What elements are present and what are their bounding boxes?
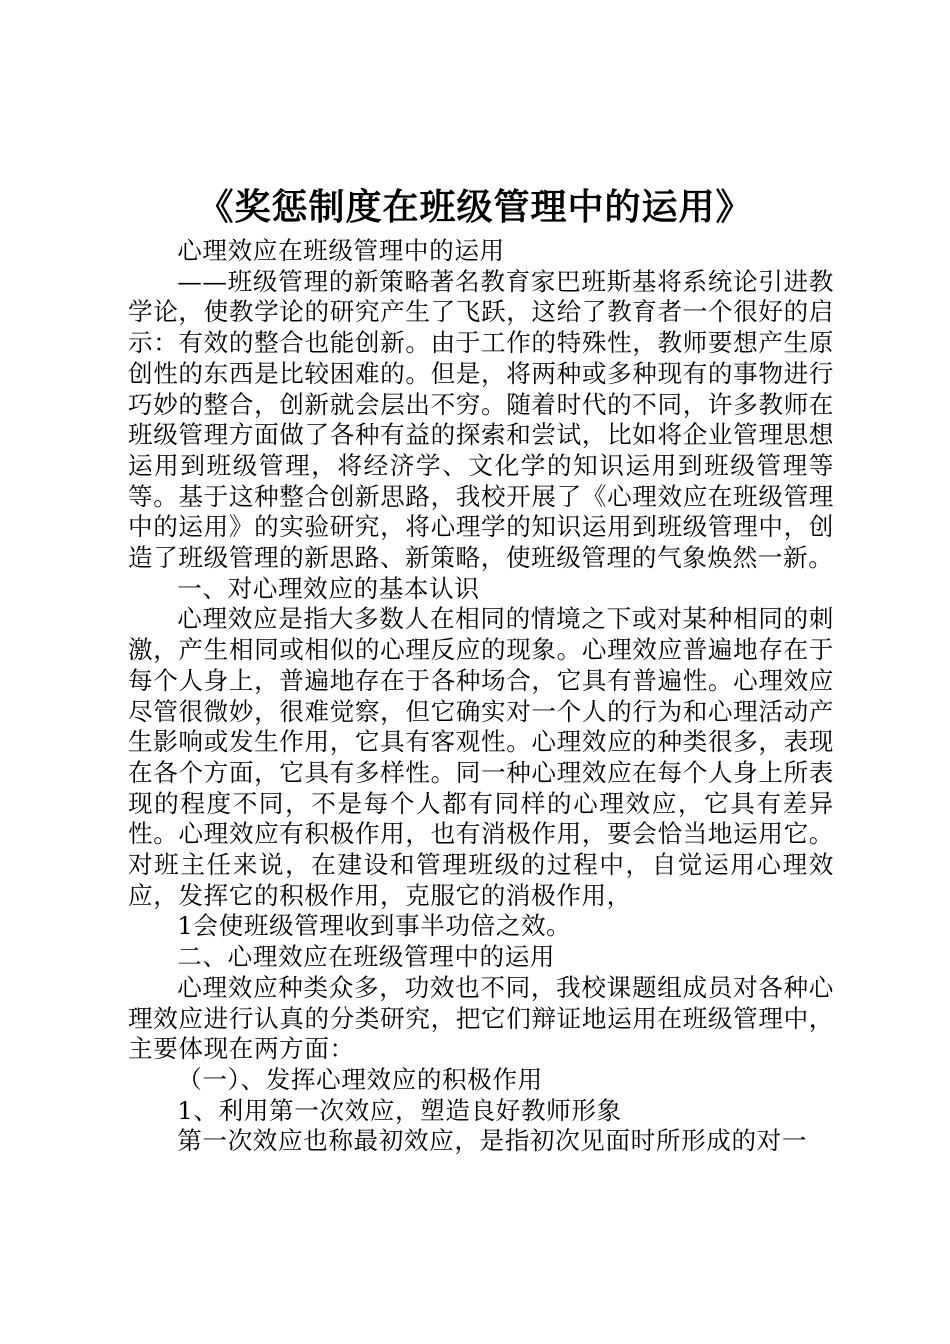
paragraph-application: 心理效应种类众多，功效也不同，我校课题组成员对各种心理效应进行认真的分类研究，把它们辩证地运用在班级管理中，主要体现在两方面： [128,972,834,1064]
paragraph-effect-result: 1会使班级管理收到事半功倍之效。 [177,911,572,941]
document-body [128,236,834,1157]
section-heading-2: 二、心理效应在班级管理中的运用 [177,942,556,972]
subsection-heading-1: （一）、发挥心理效应的积极作用 [177,1064,543,1094]
paragraph-basic-understanding: 心理效应是指大多数人在相同的情境之下或对某种相同的刺激，产生相同或相似的心理反应的现象。心理效应普遍地存在于每个人身上，普遍地存在于各种场合，它具有普遍性。心理效应尽管很微妙，很难觉察，但它确实对一个人的行为和心理活动产生影响或发生作用，它具有客观性。心理效应的种类很多，表现在各个方面，它具有多样性。同一种心理效应在每个人身上所表现的程度不同，不是每个人都有同样的心理效应，它具有差异性。心理效应有积极作用，也有消极作用，要会恰当地运用它。对班主任来说，在建设和管理班级的过程中，自觉运用心理效应，发挥它的积极作用，克服它的消极作用， [128,604,834,910]
paragraph-subtitle: 心理效应在班级管理中的运用 [177,236,505,265]
paragraph-first-effect: 第一次效应也称最初效应，是指初次见面时所形成的对一 [177,1126,808,1156]
section-heading-1: 一、对心理效应的基本认识 [177,573,480,603]
item-heading-1: 1、利用第一次效应，塑造良好教师形象 [177,1095,622,1125]
document-title: 《奖惩制度在班级管理中的运用》 [197,187,753,228]
paragraph-intro: ——班级管理的新策略著名教育家巴班斯基将系统论引进教学论，使教学论的研究产生了飞跃，这给了教育者一个很好的启示：有效的整合也能创新。由于工作的特殊性，教师要想产生原创性的东西是比较困难的。但是，将两种或多种现有的事物进行巧妙的整合，创新就会层出不穷。随着时代的不同，许多教师在班级管理方面做了各种有益的探索和尝试，比如将企业管理思想运用到班级管理，将经济学、文化学的知识运用到班级管理等等。基于这种整合创新思路，我校开展了《心理效应在班级管理中的运用》的实验研究，将心理学的知识运用到班级管理中，创造了班级管理的新思路、新策略，使班级管理的气象焕然一新。 [128,266,834,573]
